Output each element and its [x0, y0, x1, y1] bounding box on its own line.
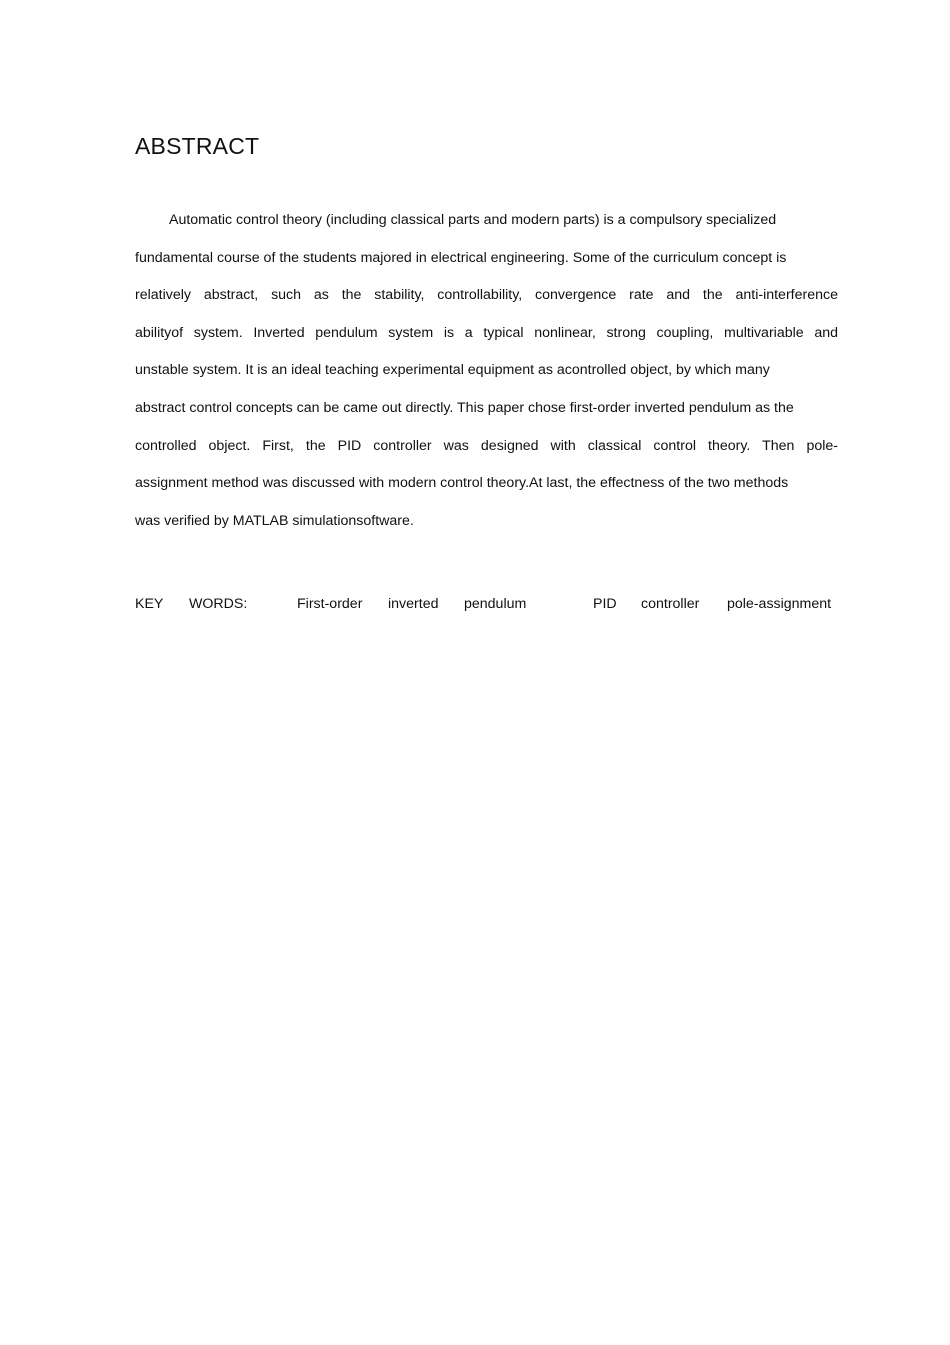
abstract-line: relatively abstract, such as the stability, controllability, convergence rate and the anti-interference — [135, 287, 838, 304]
abstract-heading: ABSTRACT — [135, 133, 260, 159]
abstract-line: controlled object. First, the PID controller was designed with classical control theory. Then pole- — [135, 437, 838, 454]
abstract-line: abstract control concepts can be came out directly. This paper chose first-order inverted pendulum as the — [135, 399, 794, 416]
keyword-item: PID — [593, 596, 617, 612]
abstract-line: unstable system. It is an ideal teaching experimental equipment as acontrolled object, by which many — [135, 362, 770, 379]
keywords-label-words: WORDS: — [189, 596, 248, 612]
abstract-paragraph — [135, 202, 838, 540]
abstract-line: Automatic control theory (including classical parts and modern parts) is a compulsory specialized — [169, 212, 777, 228]
abstract-line: abilityof system. Inverted pendulum system is a typical nonlinear, strong coupling, multivariable and — [135, 324, 838, 341]
abstract-line: assignment method was discussed with modern control theory.At last, the effectness of the two methods — [135, 475, 789, 492]
keyword-item: First-order — [297, 596, 363, 612]
keywords-line — [135, 590, 837, 618]
keyword-item: pole-assignment — [727, 596, 832, 612]
abstract-line: fundamental course of the students majored in electrical engineering. Some of the curriculum concept is — [135, 249, 787, 266]
abstract-line: was verified by MATLAB simulationsoftware. — [135, 512, 414, 529]
keyword-item: controller — [641, 596, 700, 612]
keyword-item: pendulum — [464, 596, 527, 612]
keyword-item: inverted — [388, 596, 439, 612]
keywords-label-key: KEY — [135, 596, 164, 612]
